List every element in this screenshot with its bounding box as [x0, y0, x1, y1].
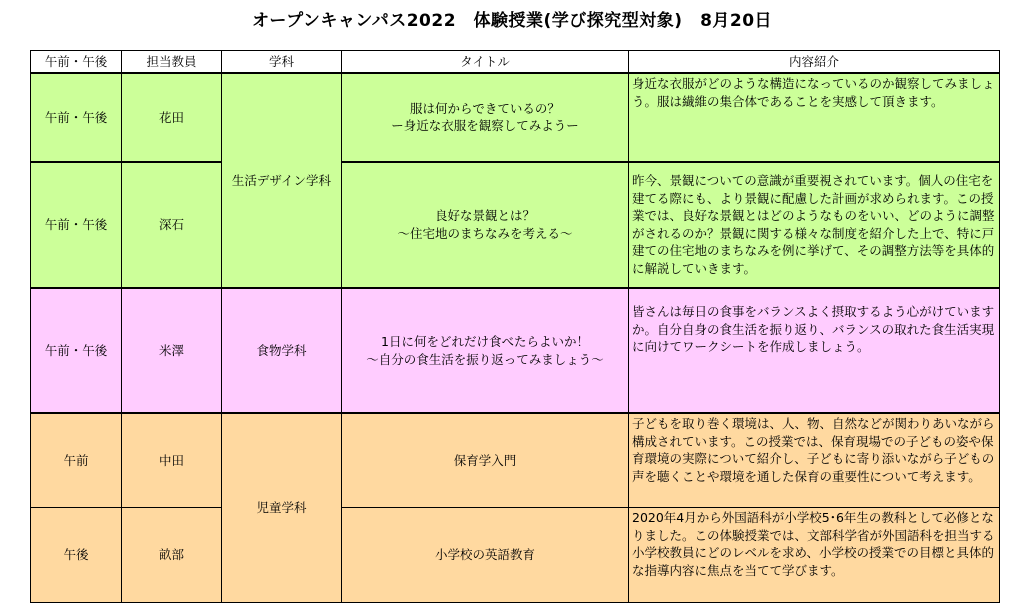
header-time: 午前・午後	[31, 51, 122, 74]
time-cell: 午前	[31, 413, 122, 508]
page-title: オープンキャンパス2022 体験授業(学び探究型対象) 8月20日	[251, 11, 773, 31]
teacher-cell: 花田	[122, 73, 222, 162]
header-department: 学科	[222, 51, 342, 74]
title-cell: 服は何からできているの？ ー身近な衣服を観察してみようー	[342, 73, 629, 162]
table-row	[31, 73, 1000, 162]
department-cell: 生活デザイン学科	[222, 73, 342, 288]
department-cell: 児童学科	[222, 413, 342, 602]
title-cell: 小学校の英語教育	[342, 508, 629, 603]
table-row	[31, 162, 1000, 289]
table-row	[31, 508, 1000, 603]
teacher-cell: 中田	[122, 413, 222, 508]
table-row	[31, 288, 1000, 413]
department-cell: 食物学科	[222, 288, 342, 413]
time-cell: 午後	[31, 508, 122, 603]
description-cell: 2020年4月から外国語科が小学校5･6年生の教科として必修となりました。この体験授業では、文部科学省が外国語科を担当する小学校教員にどのレベルを求め、小学校の授業での目標と具体的な指導内容に焦点を当てて学びます。	[629, 508, 1000, 603]
description-cell: 皆さんは毎日の食事をバランスよく摂取するよう心がけていますか。自分自身の食生活を振り返り、バランスの取れた食生活実現に向けてワークシートを作成しましょう。	[629, 288, 1000, 413]
description-cell: 身近な衣服がどのような構造になっているのか観察してみましょう。服は繊維の集合体であることを実感して頂きます。	[629, 73, 1000, 162]
title-cell: 良好な景観とは？ ～住宅地のまちなみを考える～	[342, 162, 629, 289]
time-cell: 午前・午後	[31, 288, 122, 413]
header-description: 内容紹介	[629, 51, 1000, 74]
time-cell: 午前・午後	[31, 73, 122, 162]
description-cell: 子どもを取り巻く環境は、人、物、自然などが関わりあいながら構成されています。この授業では、保育現場での子どもの姿や保育環境の実際について紹介し、子どもに寄り添いながら子どもの声を聴くことや環境を通した保育の重要性について考えます。	[629, 413, 1000, 508]
header-title: タイトル	[342, 51, 629, 74]
title-cell: 1日に何をどれだけ食べたらよいか！ ～自分の食生活を振り返ってみましょう～	[342, 288, 629, 413]
description-cell: 昨今、景観についての意識が重要視されています。個人の住宅を建てる際にも、より景観に配慮した計画が求められます。この授業では、良好な景観とはどのようなものをいい、どのように調整がされるのか？景観に関する様々な制度を紹介した上で、特に戸建ての住宅地のまちなみを例に挙げて、その調整方法等を具体的に解説していきます。	[629, 162, 1000, 289]
teacher-cell: 米澤	[122, 288, 222, 413]
table-row	[31, 413, 1000, 508]
header-teacher: 担当教員	[122, 51, 222, 74]
teacher-cell: 畝部	[122, 508, 222, 603]
teacher-cell: 深石	[122, 162, 222, 289]
header-row	[31, 51, 1000, 74]
schedule-table	[30, 50, 1000, 603]
title-cell: 保育学入門	[342, 413, 629, 508]
time-cell: 午前・午後	[31, 162, 122, 289]
